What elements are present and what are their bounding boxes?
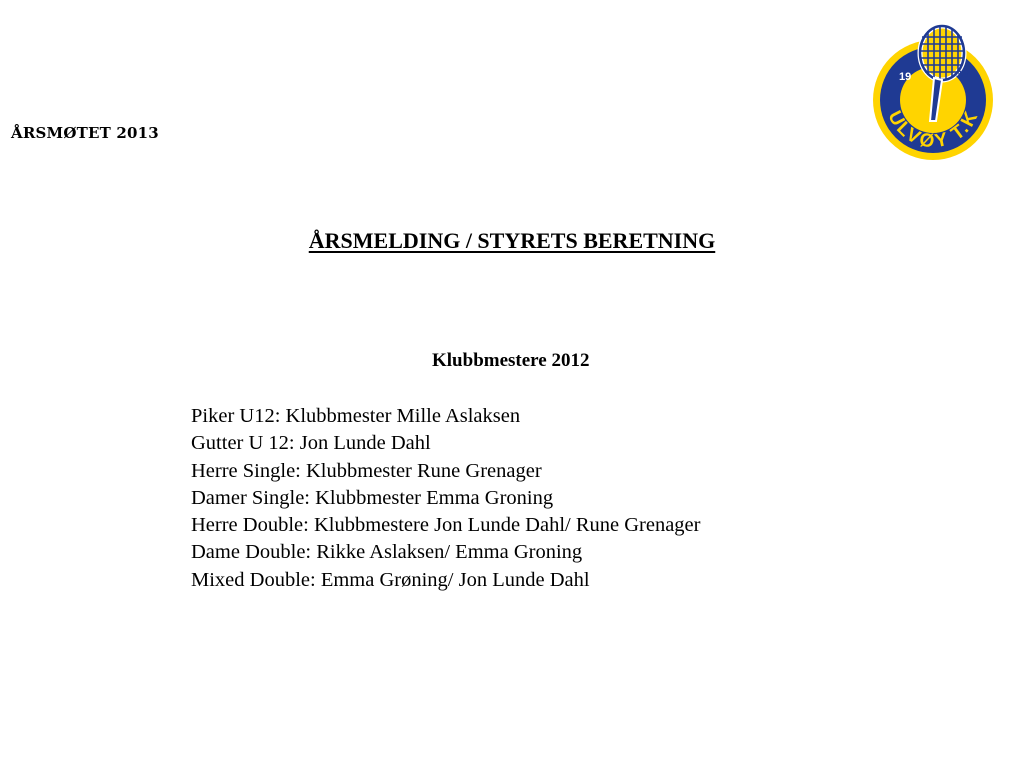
report-heading [0,228,1024,254]
list-item: Dame Double: Rikke Aslaksen/ Emma Groning [191,541,583,564]
logo-year-left: 19 [899,71,912,83]
report-heading-text: ÅRSMELDING / STYRETS BERETNING [308,228,716,253]
list-item: Herre Single: Klubbmester Rune Grenager [191,459,542,482]
champions-list [191,403,701,594]
list-item: Mixed Double: Emma Grøning/ Jon Lunde Dahl [191,568,590,591]
section-heading: Klubbmestere 2012 [432,350,590,371]
club-logo [872,23,994,161]
meeting-title: ÅRSMØTET 2013 [11,124,159,142]
list-item: Gutter U 12: Jon Lunde Dahl [191,432,431,455]
list-item: Herre Double: Klubbmestere Jon Lunde Dahl/ Rune Grenager [191,514,701,537]
list-item: Piker U12: Klubbmester Mille Aslaksen [191,405,521,427]
logo-year-right: 38 [956,69,969,81]
logo-club-name: ULVØY T.K [883,107,983,153]
list-item: Damer Single: Klubbmester Emma Groning [191,486,554,509]
club-logo-graphic [872,23,994,161]
